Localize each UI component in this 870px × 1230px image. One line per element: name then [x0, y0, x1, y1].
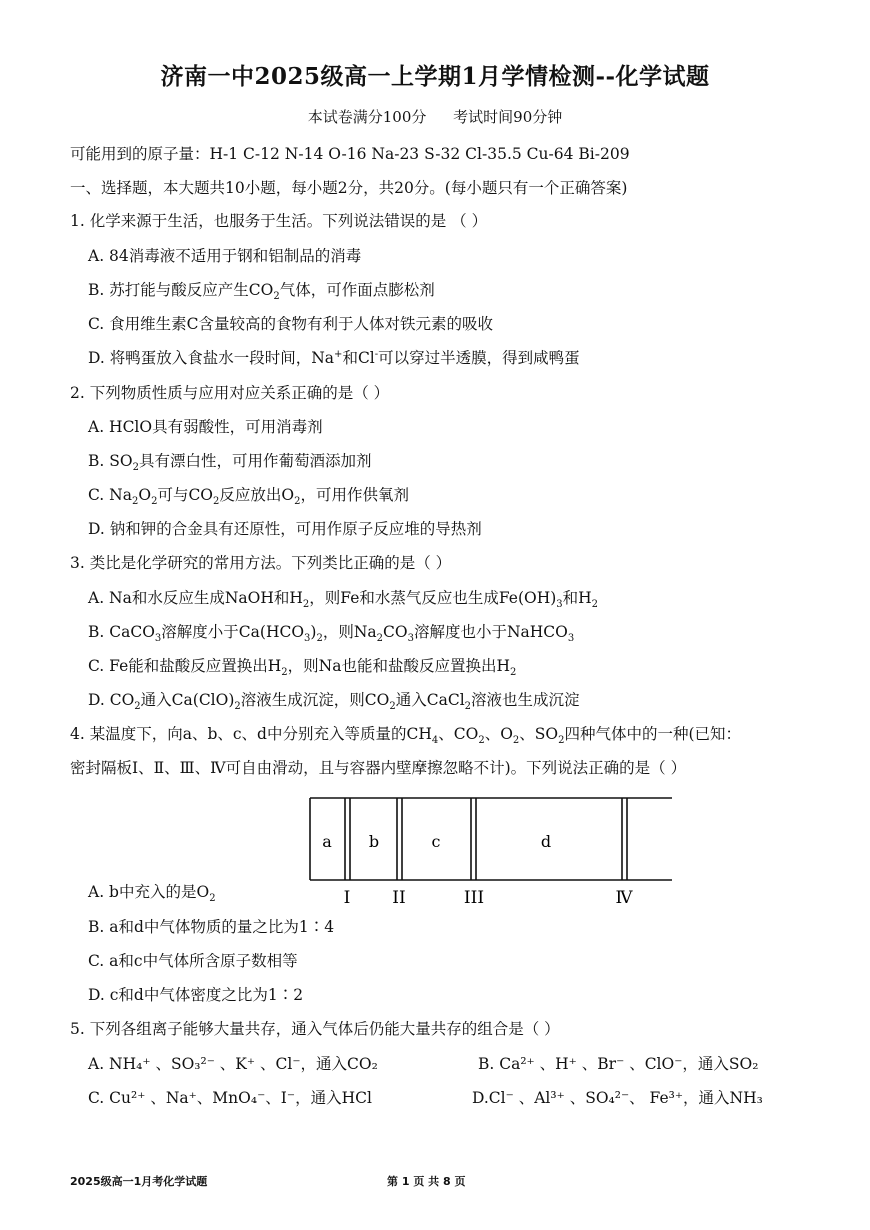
partition-label-IV: Ⅳ [615, 888, 633, 908]
atomic-masses-line: 可能用到的原子量：H-1 C-12 N-14 O-16 Na-23 S-32 Cl-35.5 Cu-64 Bi-209 [70, 145, 630, 163]
question-4-stem-line-2: 密封隔板Ⅰ、Ⅱ、Ⅲ、Ⅳ可自由滑动，且与容器内壁摩擦忽略不计)。下列说法正确的是（ ） [70, 759, 687, 777]
question-5-option-b: B. Ca²⁺ 、H⁺ 、Br⁻ 、ClO⁻，通入SO₂ [478, 1055, 759, 1073]
question-5-option-c: C. Cu²⁺ 、Na⁺、MnO₄⁻、I⁻，通入HCl [88, 1089, 372, 1107]
question-3-option-a: A. Na和水反应生成NaOH和$H_2$，则Fe和水蒸气反应也生成$Fe(OH)_3$和$H_2$ [88, 589, 599, 611]
question-1-option-a: A. 84消毒液不适用于钢和铝制品的消毒 [88, 247, 362, 265]
question-4-option-a: A. b中充入的是$O_2$ [88, 883, 216, 905]
question-4-container-figure [300, 790, 680, 910]
chamber-label-b: b [368, 832, 380, 851]
partition-IV [622, 798, 627, 880]
partition-label-III: III [463, 888, 485, 908]
question-4-option-d: D. c和d中气体密度之比为1∶2 [88, 986, 304, 1004]
chamber-label-c: c [431, 832, 441, 851]
question-3-option-d: D. $CO_2$通入$Ca(ClO)_2$溶液生成沉淀，则$CO_2$通入CaCl$_2$溶液也生成沉淀 [88, 691, 580, 713]
section-heading: 一、选择题，本大题共10小题，每小题2分，共20分。(每小题只有一个正确答案) [70, 179, 628, 197]
question-5-option-a: A. NH₄⁺ 、SO₃²⁻ 、K⁺ 、Cl⁻，通入CO₂ [88, 1055, 378, 1073]
question-1-option-d: D. 将鸭蛋放入食盐水一段时间，Na+和Cl-可以穿过半透膜，得到咸鸭蛋 [88, 348, 580, 367]
question-3-option-c: C. Fe能和盐酸反应置换出$H_2$，则Na也能和盐酸反应置换出$H_2$ [88, 657, 517, 679]
partition-III [471, 798, 476, 880]
question-2-option-c: C. $Na_2O_2$可与$CO_2$反应放出$O_2$，可用作供氧剂 [88, 486, 409, 508]
question-4-stem-line-1: 4. 某温度下，向a、b、c、d中分别充入等质量的$CH_4$、$CO_2$、$O_2$、$SO_2$四种气体中的一种(已知： [70, 725, 742, 747]
partition-label-I: I [343, 888, 351, 908]
footer-page-number: 第 1 页 共 8 页 [387, 1175, 466, 1188]
question-3-option-b: B. CaCO$_3$溶解度小于$Ca(HCO_3)_2$，则$Na_2CO_3$溶解度也小于NaHCO$_3$ [88, 623, 575, 645]
question-2-option-a: A. HClO具有弱酸性，可用消毒剂 [88, 418, 323, 436]
question-5-option-d: D.Cl⁻ 、Al³⁺ 、SO₄²⁻、 Fe³⁺，通入NH₃ [472, 1089, 763, 1107]
question-1-option-b: B. 苏打能与酸反应产生$CO_2$气体，可作面点膨松剂 [88, 281, 435, 303]
page-title: 济南一中2025级高一上学期1月学情检测--化学试题 [160, 63, 710, 90]
footer-exam-name: 2025级高一1月考化学试题 [70, 1175, 208, 1188]
page-subtitle: 本试卷满分100分 考试时间90分钟 [307, 108, 563, 126]
question-1-option-c: C. 食用维生素C含量较高的食物有利于人体对铁元素的吸收 [88, 315, 494, 333]
partition-I [345, 798, 350, 880]
chamber-label-a: a [322, 832, 332, 851]
question-1-stem: 1. 化学来源于生活，也服务于生活。下列说法错误的是 （ ） [70, 212, 488, 230]
question-2-option-d: D. 钠和钾的合金具有还原性，可用作原子反应堆的导热剂 [88, 520, 482, 538]
question-4-option-c: C. a和c中气体所含原子数相等 [88, 952, 298, 970]
question-4-option-b: B. a和d中气体物质的量之比为1∶4 [88, 918, 335, 936]
question-3-stem: 3. 类比是化学研究的常用方法。下列类比正确的是（ ） [70, 554, 452, 572]
question-2-stem: 2. 下列物质性质与应用对应关系正确的是（ ） [70, 384, 390, 402]
partition-II [397, 798, 402, 880]
question-5-stem: 5. 下列各组离子能够大量共存，通入气体后仍能大量共存的组合是（ ） [70, 1020, 560, 1038]
partition-label-II: II [392, 888, 406, 908]
question-2-option-b: B. $SO_2$具有漂白性，可用作葡萄酒添加剂 [88, 452, 372, 474]
chamber-label-d: d [540, 832, 552, 851]
